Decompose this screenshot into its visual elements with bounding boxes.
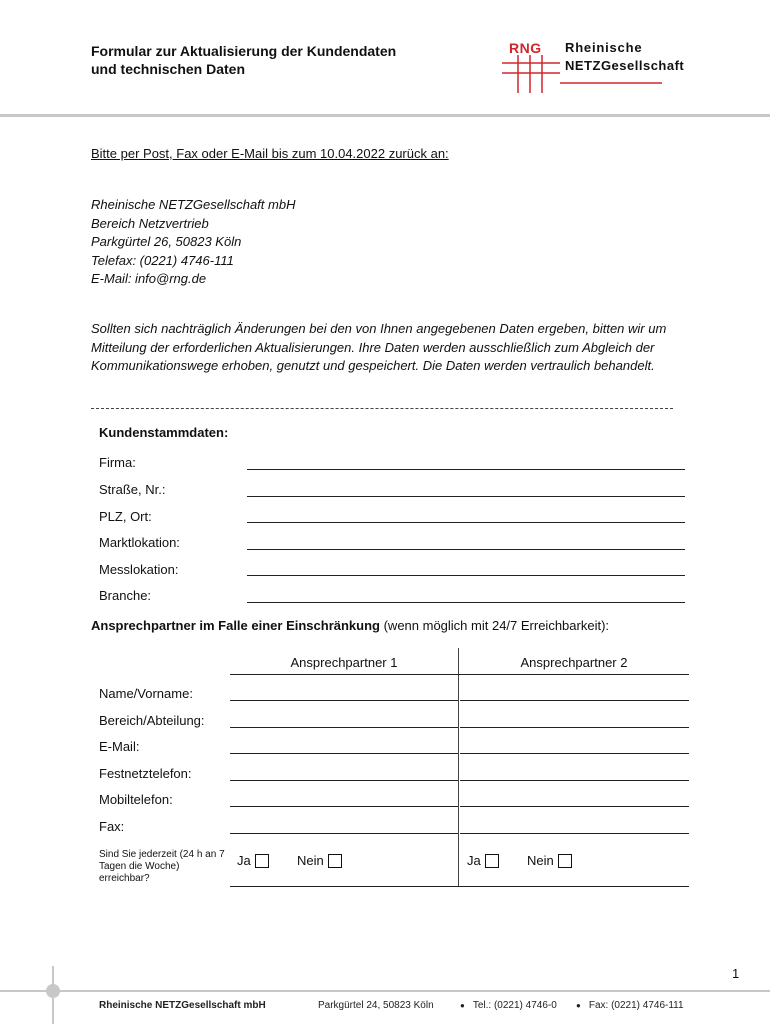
row-label-email: E-Mail: [99, 739, 140, 754]
address-line: E-Mail: info@rng.de [91, 271, 207, 286]
field-label-metering-location: Messlokation: [99, 562, 179, 577]
title-line-2: und technischen Daten [91, 61, 246, 77]
header-divider [0, 114, 770, 117]
field-label-market-location: Marktlokation: [99, 535, 180, 550]
footer-fax-text: Fax: (0221) 4746-111 [588, 1000, 684, 1011]
address-line: Parkgürtel 26, 50823 Köln [91, 234, 242, 249]
contact-1-landline-input[interactable] [230, 780, 458, 781]
yes-label: Ja [467, 853, 481, 868]
contact-2-fax-input[interactable] [460, 833, 689, 834]
row-label-landline: Festnetztelefon: [99, 766, 192, 781]
contact-2-no-checkbox[interactable] [558, 854, 572, 868]
address-line: Bereich Netzvertrieb [91, 215, 209, 231]
master-data-title: Kundenstammdaten: [99, 425, 229, 440]
field-input-metering-location[interactable] [247, 575, 685, 576]
title-line-1: Formular zur Aktualisierung der Kundendaten [91, 43, 397, 59]
table-header-line [230, 674, 689, 675]
contact-2-no-option[interactable] [527, 853, 572, 868]
contact-1-name-input[interactable] [230, 700, 458, 701]
yes-label: Ja [237, 853, 251, 868]
column-header-contact-1: Ansprechpartner 1 [290, 655, 398, 670]
contact-1-email-input[interactable] [230, 753, 458, 754]
contact-2-mobile-input[interactable] [460, 806, 689, 807]
contact-2-yes-checkbox[interactable] [485, 854, 499, 868]
contact-1-no-option[interactable] [297, 853, 342, 868]
footer-dot-icon [46, 984, 60, 998]
logo-name-line-1: Rheinische [565, 40, 643, 55]
field-input-street[interactable] [247, 496, 685, 497]
logo-name-line-2: NETZGesellschaft [565, 58, 685, 73]
table-bottom-line [230, 886, 689, 887]
contact-1-fax-input[interactable] [230, 833, 458, 834]
field-label-firma: Firma: [99, 455, 136, 470]
column-header-contact-2: Ansprechpartner 2 [520, 655, 628, 670]
address-line: Rheinische NETZGesellschaft mbH [91, 197, 296, 212]
row-label-department: Bereich/Abteilung: [99, 713, 205, 728]
contacts-heading-rest: (wenn möglich mit 24/7 Erreichbarkeit): [379, 618, 610, 633]
footer-company: Rheinische NETZGesellschaft mbH [99, 1000, 266, 1011]
contact-1-no-checkbox[interactable] [328, 854, 342, 868]
return-instructions: Bitte per Post, Fax oder E-Mail bis zum 10.04.2022 zurück an: [91, 146, 449, 161]
address-line: Telefax: (0221) 4746-111 [91, 252, 234, 268]
footer-fax [576, 1000, 684, 1011]
field-label-street: Straße, Nr.: [99, 482, 166, 497]
row-label-fax: Fax: [99, 819, 125, 834]
contact-1-yes-option[interactable] [237, 853, 269, 868]
document-title [91, 42, 396, 78]
no-label: Nein [527, 853, 554, 868]
field-label-industry: Branche: [99, 588, 152, 603]
contacts-heading-bold: Ansprechpartner im Falle einer Einschränkung [91, 618, 380, 633]
contact-1-department-input[interactable] [230, 727, 458, 728]
footer-phone [460, 1000, 557, 1011]
footer-phone-text: Tel.: (0221) 4746-0 [472, 1000, 557, 1011]
field-input-industry[interactable] [247, 602, 685, 603]
field-input-firma[interactable] [247, 469, 685, 470]
contacts-heading [91, 618, 609, 633]
availability-question: Sind Sie jederzeit (24 h an 7 Tagen die Woche) erreichbar? [99, 849, 225, 884]
no-label: Nein [297, 853, 324, 868]
contact-1-mobile-input[interactable] [230, 806, 458, 807]
contact-2-email-input[interactable] [460, 753, 689, 754]
bullet-icon: ● [460, 1001, 465, 1010]
bullet-icon: ● [576, 1001, 581, 1010]
contact-2-landline-input[interactable] [460, 780, 689, 781]
row-label-name: Name/Vorname: [99, 686, 193, 701]
footer-horizontal-rule [0, 990, 770, 992]
field-label-zip-city: PLZ, Ort: [99, 509, 152, 524]
contact-1-yes-checkbox[interactable] [255, 854, 269, 868]
page-number: 1 [732, 966, 740, 981]
contact-2-department-input[interactable] [460, 727, 689, 728]
logo-abbreviation: RNG [509, 40, 542, 56]
dashed-separator [91, 408, 673, 409]
field-input-market-location[interactable] [247, 549, 685, 550]
row-label-mobile: Mobiltelefon: [99, 792, 173, 807]
privacy-notice: Sollten sich nachträglich Änderungen bei den von Ihnen angegebenen Daten ergeben, bitten wir um Mitteilung der erforderlichen Aktualisierungen. Ihre Daten werden ausschließlich zum Abgleich der Kommunikationswege erhoben, genutzt und gespeichert. Die Daten werden vertraulich behandelt. [91, 321, 667, 373]
field-input-zip-city[interactable] [247, 522, 685, 523]
contact-2-yes-option[interactable] [467, 853, 499, 868]
footer-address: Parkgürtel 24, 50823 Köln [318, 1000, 434, 1011]
column-divider [458, 648, 459, 886]
contact-2-name-input[interactable] [460, 700, 689, 701]
logo-grid-icon [500, 55, 670, 95]
recipient-address [91, 196, 295, 289]
